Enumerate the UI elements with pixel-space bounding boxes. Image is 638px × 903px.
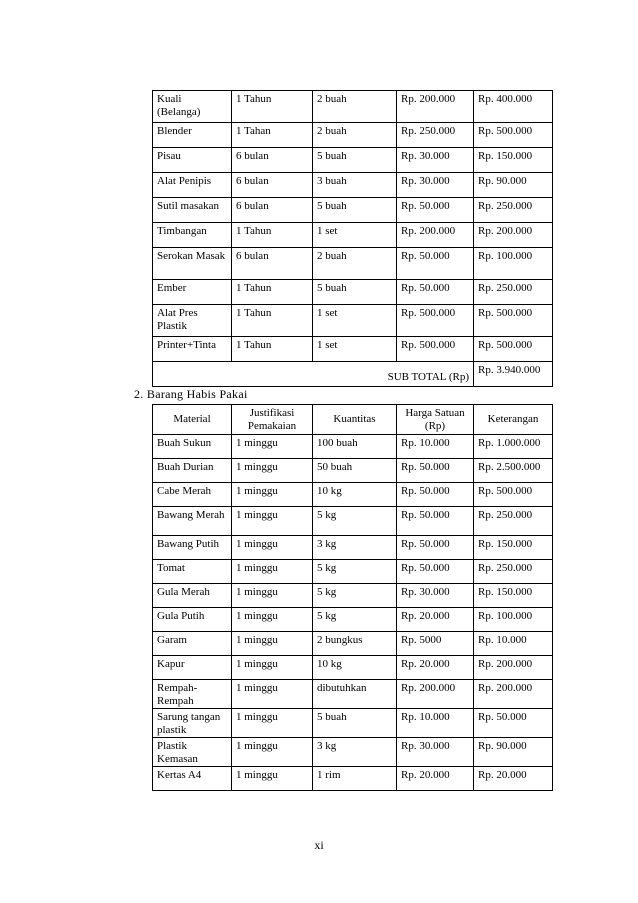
table-cell: 1 minggu (232, 560, 313, 584)
table-cell: 50 buah (313, 459, 397, 483)
table-row (153, 507, 553, 536)
table-cell: 2 buah (313, 91, 397, 123)
consumables-table-body (153, 435, 553, 791)
table-row (153, 584, 553, 608)
table-cell: 2 buah (313, 123, 397, 148)
table-cell: 5 buah (313, 709, 397, 738)
table-cell: Garam (153, 632, 232, 656)
table-row (153, 148, 553, 173)
table-cell: 2 bungkus (313, 632, 397, 656)
table-cell: 6 bulan (232, 198, 313, 223)
table-cell: Sarung tangan plastik (153, 709, 232, 738)
header-keterangan: Keterangan (474, 405, 553, 435)
equipment-table-body (153, 91, 553, 387)
table-cell: Rp. 150.000 (474, 536, 553, 560)
table-cell: Printer+Tinta (153, 337, 232, 362)
table-row (153, 632, 553, 656)
table-cell: Kapur (153, 656, 232, 680)
table-cell: Ember (153, 280, 232, 305)
subtotal-row (153, 362, 553, 387)
table-cell: Rp. 10.000 (474, 632, 553, 656)
table-row (153, 123, 553, 148)
table-cell: 1 minggu (232, 738, 313, 767)
table-cell: Alat Pres Plastik (153, 305, 232, 337)
table-row (153, 738, 553, 767)
table-cell: Buah Durian (153, 459, 232, 483)
header-kuantitas: Kuantitas (313, 405, 397, 435)
table-cell: 1 minggu (232, 435, 313, 459)
table-cell: 1 set (313, 337, 397, 362)
table-cell: Rp. 150.000 (474, 148, 553, 173)
table-cell: Bawang Merah (153, 507, 232, 536)
table-cell: Rp. 50.000 (397, 560, 474, 584)
table-cell: Alat Penipis (153, 173, 232, 198)
table-cell: Kertas A4 (153, 767, 232, 791)
table-row (153, 435, 553, 459)
table-cell: Rp. 50.000 (397, 536, 474, 560)
table-header-row (153, 405, 553, 435)
table-cell: Rp. 400.000 (474, 91, 553, 123)
table-row (153, 280, 553, 305)
header-justifikasi: Justifikasi Pemakaian (232, 405, 313, 435)
table-cell: 1 set (313, 305, 397, 337)
table-cell: 10 kg (313, 483, 397, 507)
table-cell: 1 minggu (232, 680, 313, 709)
table-cell: Buah Sukun (153, 435, 232, 459)
table-cell: Rp. 20.000 (397, 767, 474, 791)
table-cell: 5 kg (313, 560, 397, 584)
subtotal-value: Rp. 3.940.000 (474, 362, 553, 387)
subtotal-label: SUB TOTAL (Rp) (153, 362, 474, 387)
table-cell: 100 buah (313, 435, 397, 459)
table-cell: Rp. 500.000 (397, 337, 474, 362)
table-cell: Rp. 90.000 (474, 738, 553, 767)
table-cell: 6 bulan (232, 248, 313, 280)
table-row (153, 483, 553, 507)
table-cell: Kuali (Belanga) (153, 91, 232, 123)
table-cell: 5 buah (313, 148, 397, 173)
table-cell: Rp. 200.000 (397, 91, 474, 123)
table-cell: Rp. 30.000 (397, 584, 474, 608)
table-row (153, 248, 553, 280)
table-cell: Tomat (153, 560, 232, 584)
table-row (153, 709, 553, 738)
table-row (153, 198, 553, 223)
table-cell: Rp. 50.000 (397, 483, 474, 507)
table-cell: Rp. 50.000 (397, 198, 474, 223)
table-cell: Rp. 1.000.000 (474, 435, 553, 459)
table-cell: 5 buah (313, 280, 397, 305)
table-cell: 6 bulan (232, 173, 313, 198)
table-row (153, 560, 553, 584)
table-cell: Cabe Merah (153, 483, 232, 507)
table-cell: Rp. 150.000 (474, 584, 553, 608)
table-row (153, 173, 553, 198)
table-cell: 1 minggu (232, 507, 313, 536)
table-cell: Rp. 250.000 (474, 507, 553, 536)
table-cell: Rp. 200.000 (474, 680, 553, 709)
table-row (153, 305, 553, 337)
table-cell: 1 Tahun (232, 337, 313, 362)
table-row (153, 536, 553, 560)
table-cell: dibutuhkan (313, 680, 397, 709)
equipment-table (152, 90, 553, 387)
table-cell: 5 kg (313, 507, 397, 536)
table-cell: 1 rim (313, 767, 397, 791)
table-cell: 1 set (313, 223, 397, 248)
section-heading: 2. Barang Habis Pakai (134, 387, 248, 401)
table-cell: Rp. 5000 (397, 632, 474, 656)
table-cell: Rp. 50.000 (397, 248, 474, 280)
table-cell: Rp. 10.000 (397, 435, 474, 459)
table-cell: Rp. 500.000 (474, 337, 553, 362)
table-row (153, 91, 553, 123)
table-cell: Rp. 50.000 (474, 709, 553, 738)
table-cell: 1 minggu (232, 536, 313, 560)
table-cell: 1 minggu (232, 656, 313, 680)
table-cell: Rp. 20.000 (397, 656, 474, 680)
table-cell: Rp. 10.000 (397, 709, 474, 738)
table-cell: Bawang Putih (153, 536, 232, 560)
table-cell: 1 Tahun (232, 280, 313, 305)
table-cell: 3 kg (313, 738, 397, 767)
table-cell: Rp. 30.000 (397, 148, 474, 173)
header-material: Material (153, 405, 232, 435)
table-cell: Rp. 200.000 (397, 223, 474, 248)
table-cell: 1 minggu (232, 459, 313, 483)
table-cell: 5 kg (313, 584, 397, 608)
table-row (153, 459, 553, 483)
table-cell: Rp. 500.000 (474, 305, 553, 337)
table-cell: 1 Tahun (232, 305, 313, 337)
table-cell: 2 buah (313, 248, 397, 280)
table-row (153, 767, 553, 791)
page-number: xi (314, 838, 324, 852)
table-cell: 1 Tahan (232, 123, 313, 148)
table-cell: Rp. 250.000 (474, 280, 553, 305)
table-cell: Rp. 50.000 (397, 507, 474, 536)
table-cell: Gula Putih (153, 608, 232, 632)
table-row (153, 608, 553, 632)
table-cell: Rp. 100.000 (474, 248, 553, 280)
table-cell: 1 minggu (232, 767, 313, 791)
table-cell: Rp. 500.000 (474, 483, 553, 507)
table-cell: Rp. 100.000 (474, 608, 553, 632)
table-cell: 3 kg (313, 536, 397, 560)
table-row (153, 680, 553, 709)
table-cell: 3 buah (313, 173, 397, 198)
table-cell: 1 Tahun (232, 223, 313, 248)
table-row (153, 337, 553, 362)
table-cell: 1 Tahun (232, 91, 313, 123)
table-cell: Rp. 200.000 (397, 680, 474, 709)
table-cell: Timbangan (153, 223, 232, 248)
table-cell: Serokan Masak (153, 248, 232, 280)
table-cell: Rp. 200.000 (474, 656, 553, 680)
table-cell: Rp. 200.000 (474, 223, 553, 248)
table-cell: Rp. 250.000 (397, 123, 474, 148)
table-row (153, 656, 553, 680)
table-cell: 1 minggu (232, 584, 313, 608)
table-cell: Plastik Kemasan (153, 738, 232, 767)
table-cell: Rp. 50.000 (397, 459, 474, 483)
table-cell: 1 minggu (232, 608, 313, 632)
table-cell: Rp. 250.000 (474, 198, 553, 223)
table-cell: Rp. 500.000 (397, 305, 474, 337)
table-cell: Rp. 30.000 (397, 738, 474, 767)
table-cell: Sutil masakan (153, 198, 232, 223)
table-cell: Blender (153, 123, 232, 148)
table-cell: Rp. 30.000 (397, 173, 474, 198)
table-cell: 1 minggu (232, 709, 313, 738)
table-cell: Rp. 90.000 (474, 173, 553, 198)
table-row (153, 223, 553, 248)
table-cell: 5 kg (313, 608, 397, 632)
table-cell: 10 kg (313, 656, 397, 680)
table-cell: Rp. 250.000 (474, 560, 553, 584)
consumables-table (152, 404, 553, 791)
table-cell: Rp. 20.000 (474, 767, 553, 791)
table-cell: Rp. 20.000 (397, 608, 474, 632)
table-cell: Rp. 50.000 (397, 280, 474, 305)
header-harga-satuan: Harga Satuan (Rp) (397, 405, 474, 435)
table-cell: Pisau (153, 148, 232, 173)
table-cell: Rp. 500.000 (474, 123, 553, 148)
table-cell: Rp. 2.500.000 (474, 459, 553, 483)
table-cell: 1 minggu (232, 483, 313, 507)
table-cell: 1 minggu (232, 632, 313, 656)
table-cell: Rempah-Rempah (153, 680, 232, 709)
table-cell: 6 bulan (232, 148, 313, 173)
table-cell: 5 buah (313, 198, 397, 223)
table-cell: Gula Merah (153, 584, 232, 608)
